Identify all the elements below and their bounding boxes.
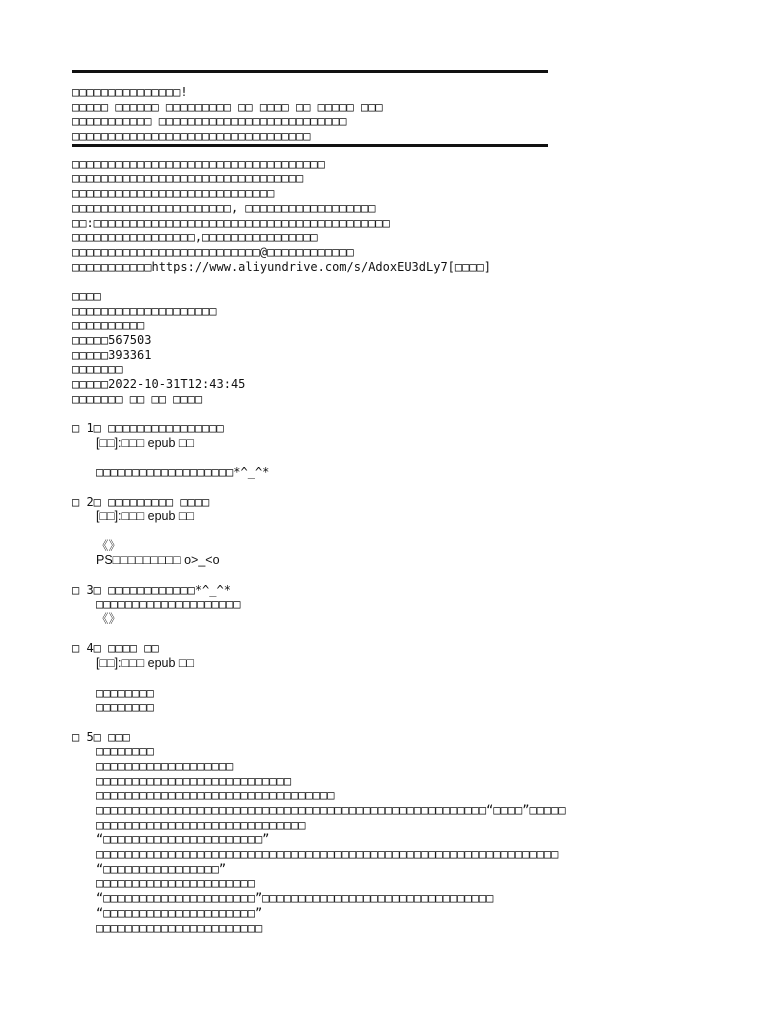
- header-line-3: □□□□□□□□□□□ □□□□□□□□□□□□□□□□□□□□□□□□□□: [72, 114, 347, 129]
- chapter-text-line: □□□□□□□□□□□□□□□□□□□: [96, 758, 234, 773]
- blank-line: [72, 671, 712, 686]
- chapter-text-line: □□□□□□□□□□□□□□□□□□□□□□□□□□□: [96, 773, 292, 788]
- meta-line: □□□□□□□□□□: [72, 318, 145, 333]
- blank-line: [72, 524, 712, 539]
- chapter-text-line: “□□□□□□□□□□□□□□□□”: [96, 861, 227, 876]
- chapter-text-line: “□□□□□□□□□□□□□□□□□□□□□”□□□□□□□□□□□□□□□□□□□□□□□□□□□□□□□□: [96, 891, 494, 906]
- meta-line: □□□□: [72, 288, 101, 303]
- chapter-text-line: 《》: [96, 538, 122, 553]
- meta-line: □□□□□□□ □□ □□ □□□□: [72, 391, 203, 406]
- meta-id: □□□□□393361: [72, 347, 152, 362]
- chapter-text-line: □□□□□□□□: [96, 744, 154, 759]
- chapter-heading: □ 3□ □□□□□□□□□□□□*^_^*: [72, 582, 231, 597]
- blank-line: [72, 451, 712, 466]
- chapter-text-line: [□□]:□□□ epub □□: [96, 435, 195, 450]
- chapter-text-line: □□□□□□□□□□□□□□□□□□□□□□: [96, 876, 255, 891]
- chapter-text-line: □□□□□□□□□□□□□□□□□□□□□□□□□□□□□: [96, 817, 306, 832]
- document-page: [72, 70, 712, 935]
- chapter-spacer: [72, 480, 712, 495]
- chapter-text-line: □□□□□□□□□□□□□□□□□□□□□□□□□□□□□□□□□□□□□□□□□□□□□□□□□□□□□□“□□□□”□□□□□: [96, 803, 566, 817]
- notice-line: □□□□□□□□□□□□□□□□□□□□□□□□□□@□□□□□□□□□□□□: [72, 244, 354, 259]
- chapter-text-line: □□□□□□□□: [96, 685, 154, 700]
- notice-line: □□□□□□□□□□□□□□□□□□□□□□□□□□□□□□□□□□□: [72, 156, 325, 171]
- share-link-line[interactable]: □□□□□□□□□□□https://www.aliyundrive.com/s/AdoxEU3dLy7[□□□□]: [72, 259, 492, 274]
- chapter-text-line: “□□□□□□□□□□□□□□□□□□□□□□”: [96, 832, 270, 847]
- meta-line: □□□□□□□: [72, 362, 123, 377]
- chapter-text-line: □□□□□□□□□□□□□□□□□□□□□□□□□□□□□□□□□: [96, 788, 335, 803]
- notice-line: □□□□□□□□□□□□□□□□□□□□□□□□□□□□□□□□: [72, 171, 304, 186]
- notice-line: □□□□□□□□□□□□□□□□□,□□□□□□□□□□□□□□□□: [72, 230, 318, 245]
- meta-line: □□□□□□□□□□□□□□□□□□□□: [72, 303, 217, 318]
- chapter-text-line: □□□□□□□□□□□□□□□□□□□□□□□: [96, 920, 263, 935]
- chapter-spacer: [72, 568, 712, 583]
- metadata-block: [72, 289, 712, 407]
- chapter-text-line: □□□□□□□□: [96, 700, 154, 715]
- notice-block: [72, 157, 712, 275]
- chapter-text-line: PS□□□□□□□□□ o>_<o: [96, 553, 220, 568]
- chapter-spacer: [72, 627, 712, 642]
- chapter-heading: □ 1□ □□□□□□□□□□□□□□□□: [72, 421, 224, 436]
- header-line-2: □□□□□ □□□□□□ □□□□□□□□□ □□ □□□□ □□ □□□□□ □□□: [72, 99, 383, 114]
- chapter-spacer: [72, 715, 712, 730]
- meta-timestamp: □□□□□2022-10-31T12:43:45: [72, 377, 246, 392]
- chapter-text-line: 《》: [96, 612, 122, 627]
- chapters-list: [72, 406, 712, 935]
- notice-line: □□□□□□□□□□□□□□□□□□□□□□, □□□□□□□□□□□□□□□□□□: [72, 200, 376, 215]
- chapter-heading: □ 2□ □□□□□□□□□ □□□□: [72, 494, 210, 509]
- chapter-text-line: □□□□□□□□□□□□□□□□□□□*^_^*: [96, 465, 270, 480]
- chapter-heading: □ 5□ □□□: [72, 729, 130, 744]
- chapter-text-line: “□□□□□□□□□□□□□□□□□□□□□”: [96, 905, 263, 920]
- header-line-4: □□□□□□□□□□□□□□□□□□□□□□□□□□□□□□□□□: [72, 129, 311, 144]
- meta-word-count: □□□□□567503: [72, 333, 152, 347]
- notice-line: □□□□□□□□□□□□□□□□□□□□□□□□□□□□: [72, 186, 275, 201]
- chapter-heading: □ 4□ □□□□ □□: [72, 641, 159, 656]
- chapter-spacer: [72, 406, 712, 421]
- notice-line: □□:□□□□□□□□□□□□□□□□□□□□□□□□□□□□□□□□□□□□□□□□□: [72, 215, 390, 230]
- header-line-1: □□□□□□□□□□□□□□□!: [72, 85, 188, 99]
- chapter-text-line: [□□]:□□□ epub □□: [96, 509, 195, 524]
- chapter-text-line: [□□]:□□□ epub □□: [96, 656, 195, 671]
- chapter-text-line: □□□□□□□□□□□□□□□□□□□□: [96, 597, 241, 612]
- chapter-text-line: □□□□□□□□□□□□□□□□□□□□□□□□□□□□□□□□□□□□□□□□□□□□□□□□□□□□□□□□□□□□□□□□: [96, 847, 559, 862]
